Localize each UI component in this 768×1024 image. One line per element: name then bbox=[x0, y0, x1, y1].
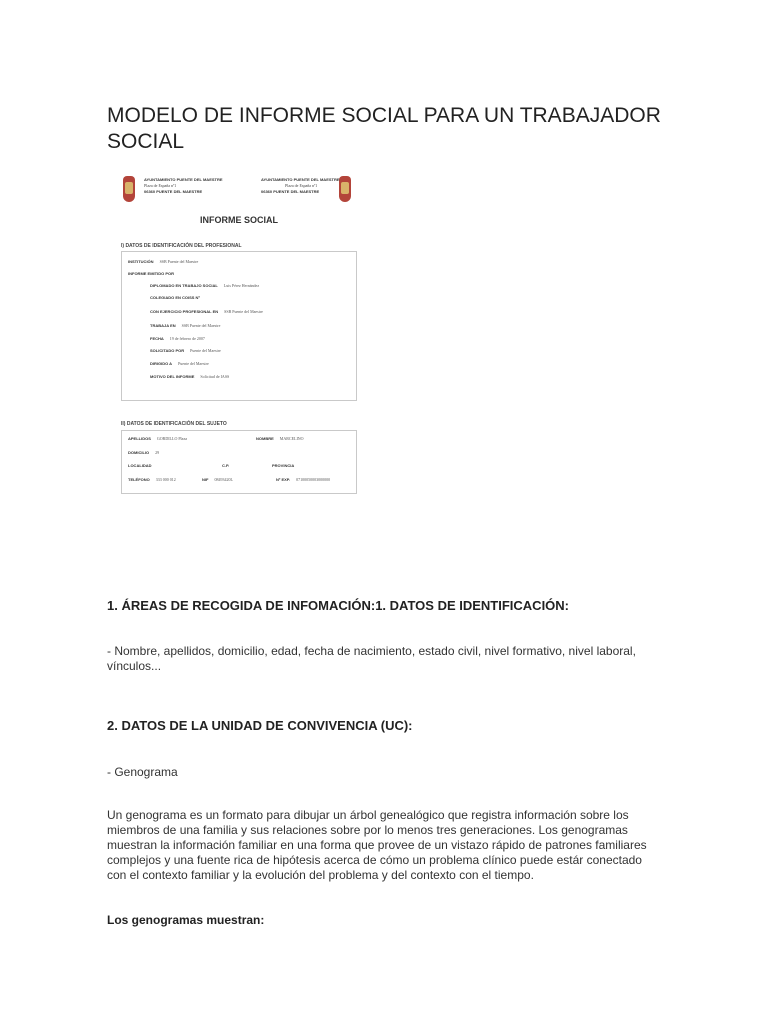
header-left-line: 06360 PUENTE DEL MAESTRE bbox=[144, 189, 203, 194]
informe-social-form-image bbox=[115, 168, 363, 498]
header-left-line: AYUNTAMIENTO PUENTE DEL MAESTRE bbox=[144, 177, 223, 182]
form-field: Nº EXP. 07100050003000000 bbox=[276, 477, 331, 482]
section-heading-genogramas-muestran: Los genogramas muestran: bbox=[107, 913, 265, 927]
form-field: NOMBRE MARCELINO bbox=[256, 436, 304, 441]
form-field: FECHA 19 de febrero de 2007 bbox=[150, 336, 205, 341]
paragraph-genograma: - Genograma bbox=[107, 765, 178, 779]
form-field: TELÉFONO 333 000 012 bbox=[128, 477, 176, 482]
form-section-2-box bbox=[121, 430, 357, 494]
paragraph-genograma-definicion: Un genograma es un formato para dibujar un árbol genealógico que registra información sobre los miembros de una familia y sus relaciones sobre por lo menos tres generaciones. Los genogramas muestran la información familiar en una forma que provee de un vistazo rápido de patrones familiares complejos y una fuente rica de hipótesis acerca de cómo un problema clínico puede estár conectado con el contexto familiar y la evolución del problema y del contexto con el tiempo. bbox=[107, 808, 647, 882]
form-field: COLEGIADO EN COISS Nº bbox=[150, 295, 200, 300]
form-field: MOTIVO DEL INFORME Solicitud de IASS bbox=[150, 374, 230, 379]
page-title: MODELO DE INFORME SOCIAL PARA UN TRABAJADOR SOCIAL bbox=[107, 104, 661, 153]
form-heading: INFORME SOCIAL bbox=[200, 215, 278, 225]
section-heading-identificacion: 1. ÁREAS DE RECOGIDA DE INFOMACIÓN:1. DATOS DE IDENTIFICACIÓN: bbox=[107, 598, 570, 613]
form-field: C.P. bbox=[222, 463, 230, 468]
form-field: NIF 08493420L bbox=[202, 477, 233, 482]
form-field: APELLIDOS GORDILLO Plaza bbox=[128, 436, 187, 441]
form-section-1-box bbox=[121, 251, 357, 401]
form-field: DIPLOMADO EN TRABAJO SOCIAL Luis Pérez Hernández bbox=[150, 283, 260, 288]
form-field: SOLICITADO POR Puente del Maestre bbox=[150, 348, 221, 353]
header-right-line: 06360 PUENTE DEL MAESTRE bbox=[261, 189, 320, 194]
section-heading-unidad-convivencia: 2. DATOS DE LA UNIDAD DE CONVIVENCIA (UC): bbox=[107, 718, 413, 733]
form-field: PROVINCIA bbox=[272, 463, 295, 468]
header-right-line: Plaza de España nº1 bbox=[285, 183, 318, 188]
form-field: LOCALIDAD bbox=[128, 463, 152, 468]
coat-of-arms-left-icon bbox=[123, 176, 135, 202]
form-field: CON EJERCICIO PROFESIONAL EN SSB Puente del Maestre bbox=[150, 309, 263, 314]
header-right-line: AYUNTAMIENTO PUENTE DEL MAESTRE bbox=[261, 177, 340, 182]
form-section-2-label: II) DATOS DE IDENTIFICACIÓN DEL SUJETO bbox=[121, 421, 227, 427]
form-field: DIRIGIDO A Puente del Maestre bbox=[150, 361, 209, 366]
form-field: INSTITUCIÓN SSB Puente del Maestre bbox=[128, 259, 199, 264]
form-field: DOMICILIO 29 bbox=[128, 450, 160, 455]
form-field: INFORME EMITIDO POR bbox=[128, 271, 174, 276]
coat-of-arms-right-icon bbox=[339, 176, 351, 202]
header-left-line: Plaza de España nº1 bbox=[144, 183, 177, 188]
form-section-1-label: I) DATOS DE IDENTIFICACIÓN DEL PROFESIONAL bbox=[121, 243, 242, 249]
form-field: TRABAJA EN SSB Puente del Maestre bbox=[150, 323, 221, 328]
paragraph-datos-identificacion: - Nombre, apellidos, domicilio, edad, fecha de nacimiento, estado civil, nivel formativo, nivel laboral, vínculos... bbox=[107, 644, 636, 673]
